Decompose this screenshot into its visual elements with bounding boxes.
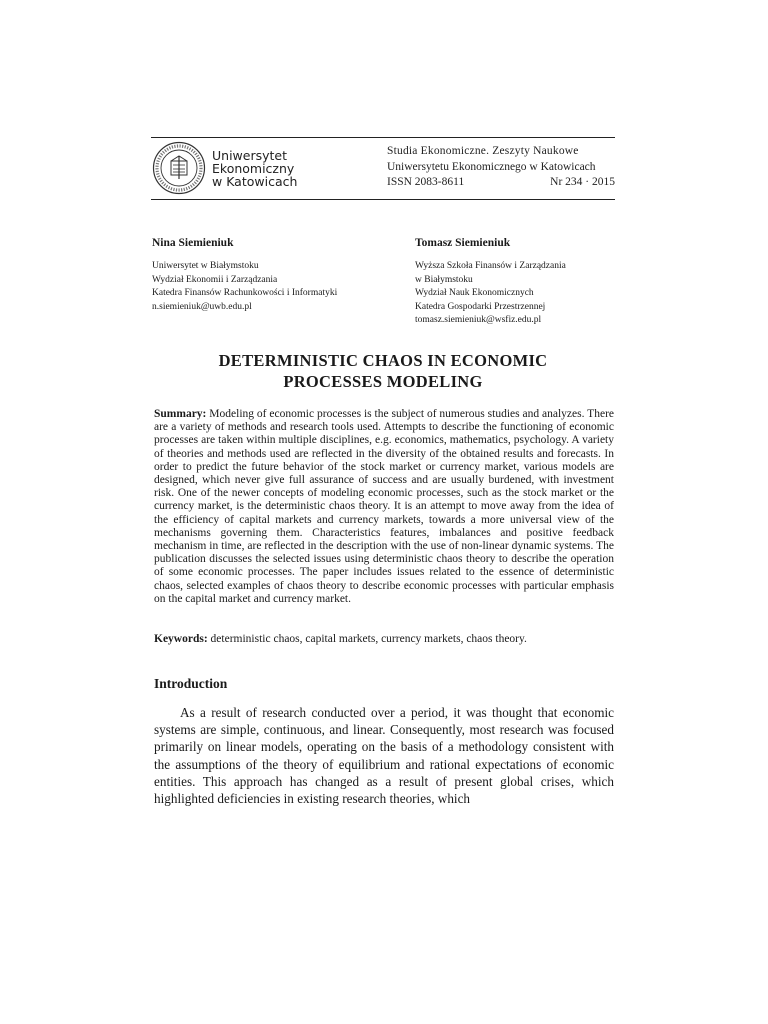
- journal-issn: ISSN 2083-8611: [387, 176, 465, 188]
- summary-text: Modeling of economic processes is the subject of numerous studies and analyzes. There are a variety of methods and research tools used. Attempts to describe the functioning of economic processes are taken within multiple disciplines, e.g. economics, mathematics, psychology. A variety of theories and methods used are reflected in the diversity of the obtained results and forecasts. In order to predict the future behavior of the stock market or currency market, various models are designed, which never give full assurance of success and are usually burdened, with investment risk. One of the newer concepts of modeling economic processes, such as the stock market or the currency market, is the deterministic chaos theory. It is an attempt to move away from the idea of the efficiency of capital markets and currency markets, towards a more universal view of the mechanisms governing them. Characteristics features, imbalances and positive feedback mechanism in time, are reflected in the description with the use of non-linear dynamic systems. The publication discusses the selected issues using deterministic chaos theory to describe the operation of some economic processes. The paper includes issues related to the essence of deterministic chaos, selected examples of chaos theory to describe economic processes with particular emphasis on the capital market and currency market.: [154, 408, 615, 605]
- author-email: tomasz.siemieniuk@wsfiz.edu.pl: [415, 315, 542, 325]
- university-name-line2: Ekonomiczny: [212, 160, 295, 176]
- header-rule-bottom: [151, 199, 615, 200]
- author-2: [415, 236, 615, 328]
- author-name: Nina Siemieniuk: [152, 237, 234, 249]
- university-name-line1: Uniwersytet: [212, 147, 287, 163]
- journal-title: Studia Ekonomiczne. Zeszyty Naukowe: [387, 145, 579, 157]
- university-name-line3: w Katowicach: [212, 173, 298, 189]
- summary-label: Summary:: [154, 408, 207, 420]
- university-name: [212, 149, 297, 188]
- abstract: [154, 408, 614, 606]
- author-1: [152, 236, 382, 314]
- author-affiliation: [152, 260, 382, 314]
- affiliation-line: Wydział Ekonomii i Zarządzania: [152, 274, 278, 285]
- journal-info: [387, 144, 615, 191]
- affiliation-line: Uniwersytet w Białymstoku: [152, 261, 259, 271]
- paper-title: [151, 350, 615, 392]
- header-rule-top: [151, 137, 615, 138]
- author-name: Tomasz Siemieniuk: [415, 237, 511, 249]
- university-seal-icon: [152, 141, 206, 195]
- journal-issue: Nr 234 · 2015: [550, 176, 615, 188]
- affiliation-line: Wydział Nauk Ekonomicznych: [415, 288, 534, 298]
- author-affiliation: [415, 260, 615, 328]
- affiliation-line: Wyższa Szkoła Finansów i Zarządzania: [415, 261, 566, 271]
- keywords: [154, 632, 614, 646]
- university-logo: [152, 141, 297, 195]
- affiliation-line: Katedra Gospodarki Przestrzennej: [415, 301, 546, 312]
- section-heading-introduction: Introduction: [154, 676, 228, 691]
- paper-title-line1: DETERMINISTIC CHAOS IN ECONOMIC: [218, 351, 548, 370]
- author-email: n.siemieniuk@uwb.edu.pl: [152, 301, 252, 312]
- introduction-paragraph: As a result of research conducted over a period, it was thought that economic systems are simple, continuous, and linear. Consequently, most research was focused primarily on linear models, operating on the basis of a methodology consistent with the assumptions of the theory of equilibrium and rational expectations of economic entities. This approach has changed as a result of present global crises, which highlighted deficiencies in existing research theories, which: [154, 705, 614, 807]
- keywords-label: Keywords:: [154, 633, 208, 645]
- journal-publisher: Uniwersytetu Ekonomicznego w Katowicach: [387, 160, 596, 173]
- affiliation-line: Katedra Finansów Rachunkowości i Informatyki: [152, 288, 338, 298]
- paper-title-line2: PROCESSES MODELING: [283, 372, 483, 391]
- keywords-text: deterministic chaos, capital markets, currency markets, chaos theory.: [210, 633, 527, 645]
- affiliation-line: w Białymstoku: [415, 274, 473, 285]
- journal-issn-row: [387, 175, 615, 191]
